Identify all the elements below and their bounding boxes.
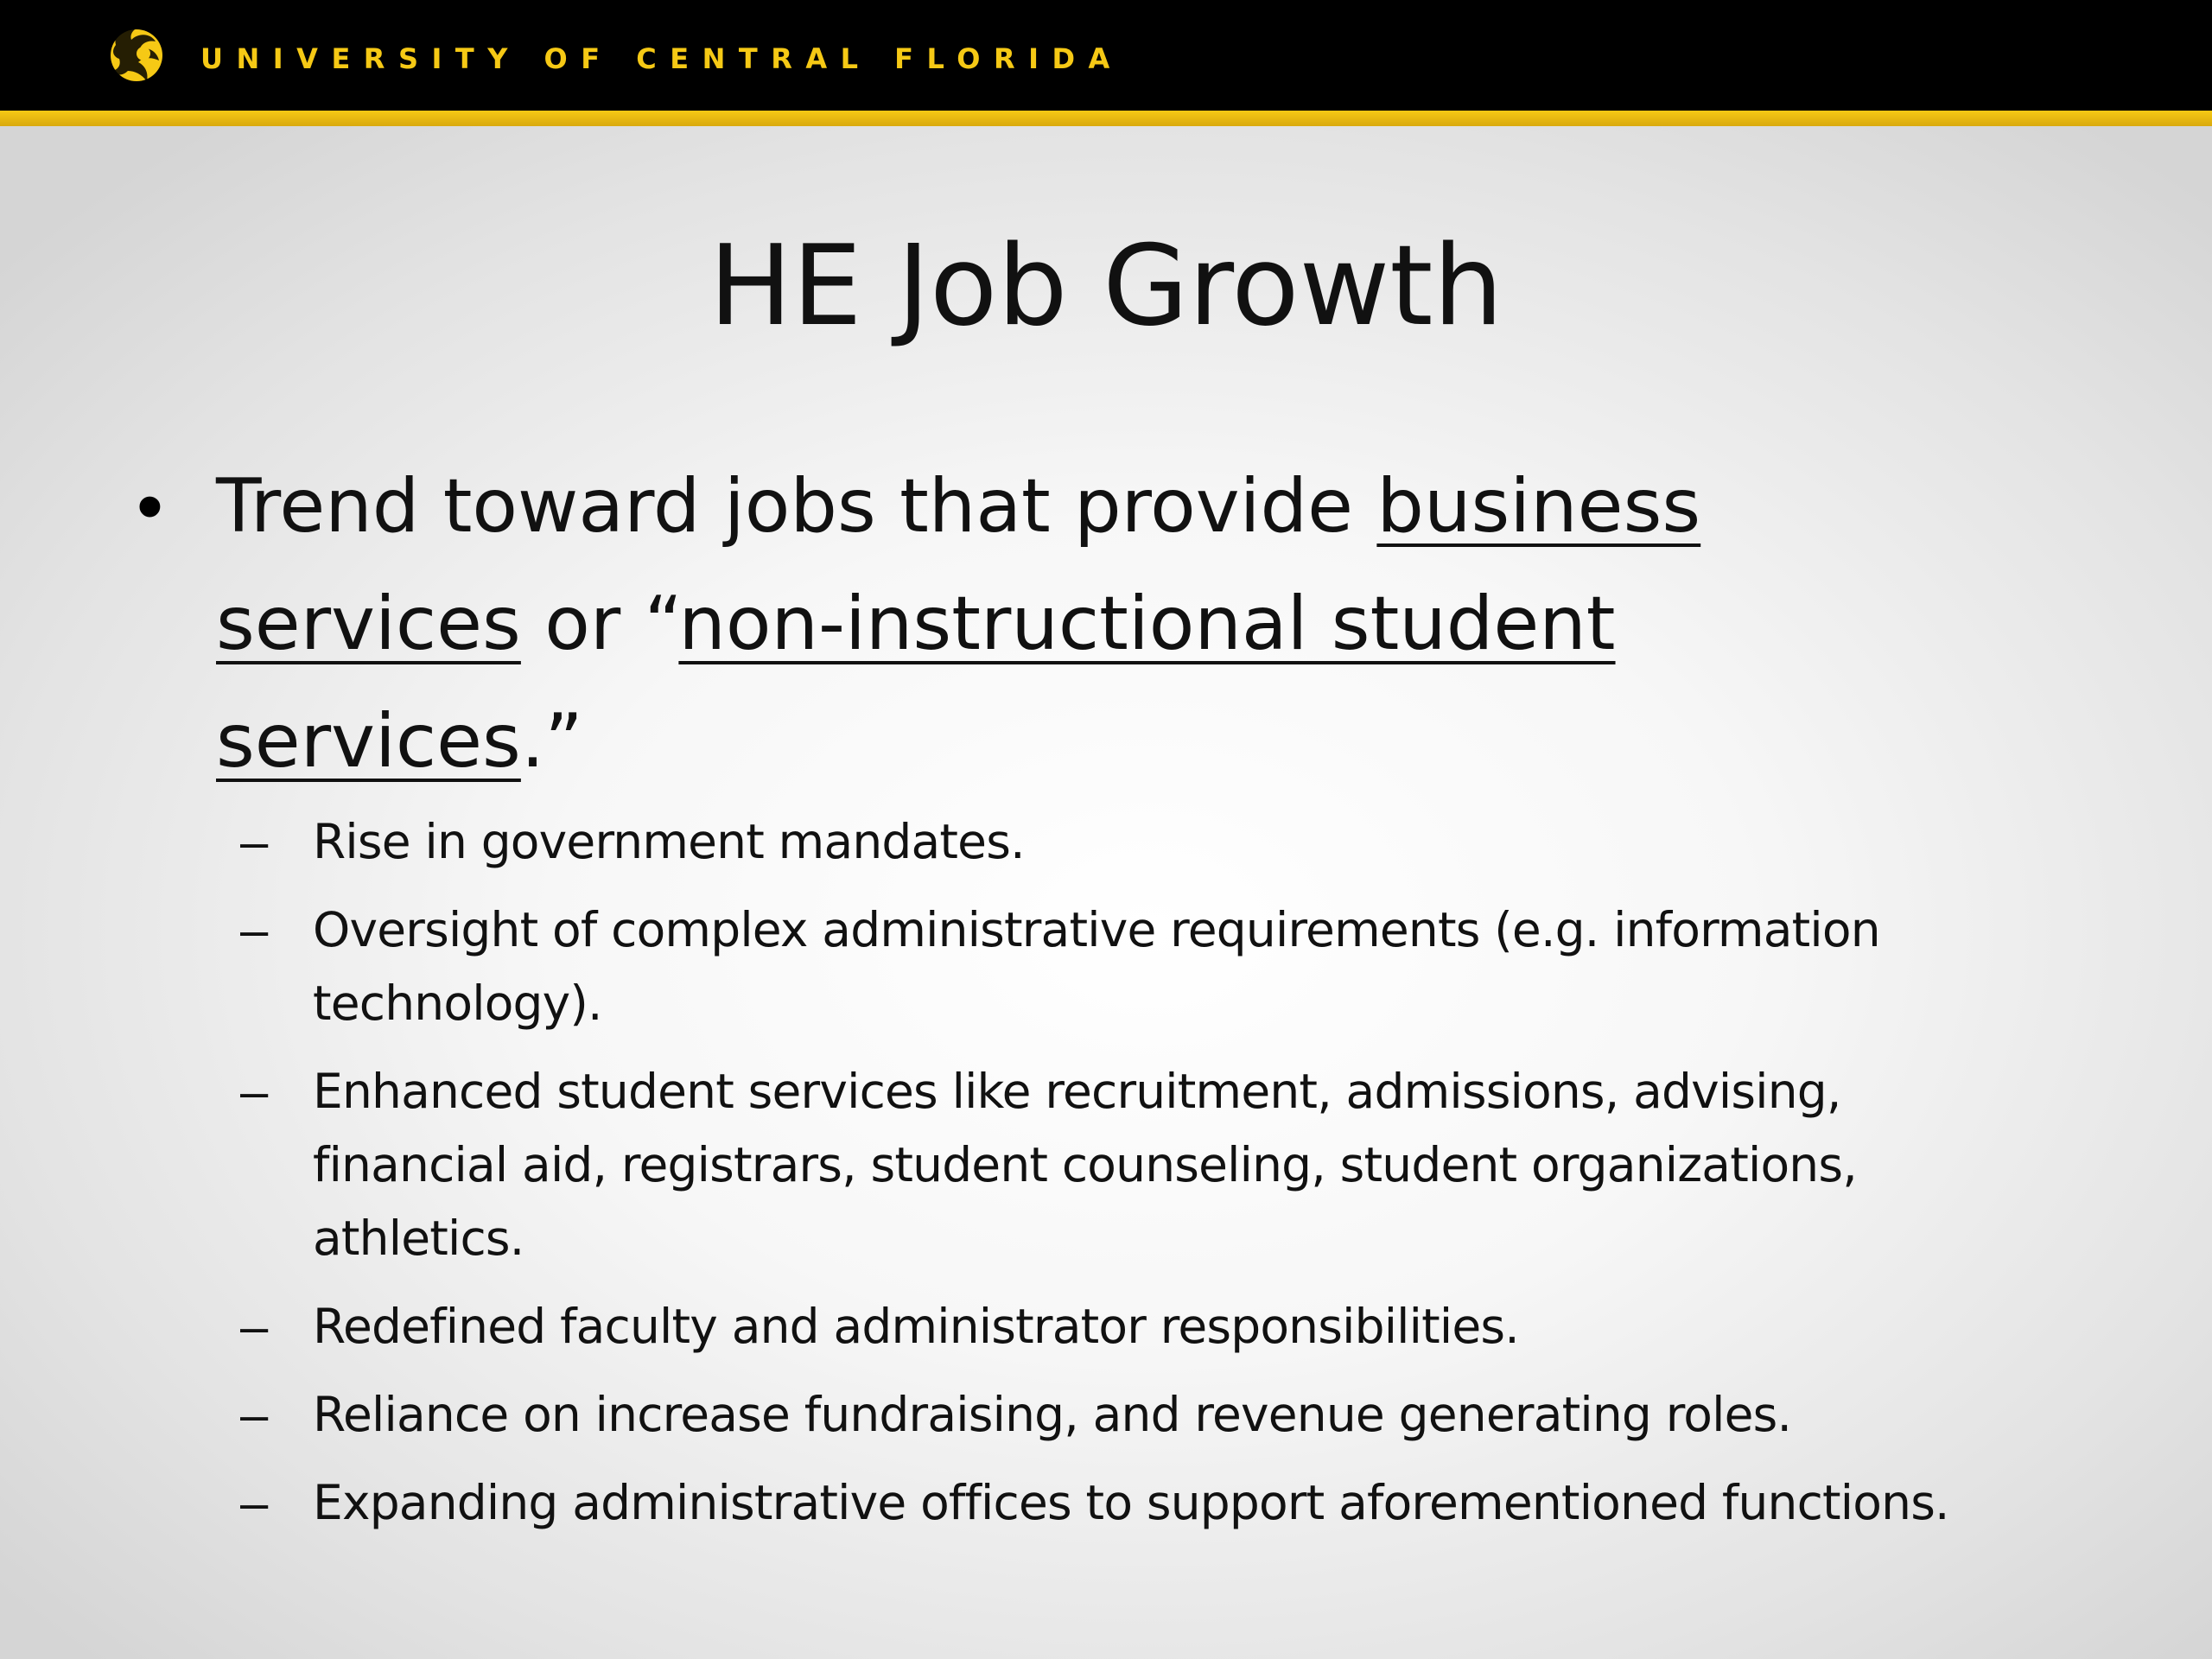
underlined-term-business: business bbox=[1376, 463, 1701, 550]
header-gold-rule bbox=[0, 111, 2212, 126]
main-bullet-text-part: or “ bbox=[520, 581, 679, 667]
sub-bullet-line: financial aid, registrars, student counseling, student organizations, bbox=[313, 1137, 1857, 1192]
main-bullet-text bbox=[216, 448, 2117, 800]
sub-bullet-item bbox=[240, 1378, 2176, 1452]
sub-bullet-item bbox=[240, 1466, 2176, 1540]
dash-marker: – bbox=[240, 1475, 269, 1531]
bullet-marker: • bbox=[137, 463, 163, 549]
sub-bullet-line: Oversight of complex administrative requirements (e.g. information bbox=[313, 902, 1880, 957]
dash-marker: – bbox=[240, 1299, 269, 1355]
sub-bullet-text bbox=[313, 893, 2176, 1040]
sub-bullet-text bbox=[313, 1055, 2176, 1275]
main-bullet-text-part: Trend toward jobs that provide bbox=[216, 463, 1377, 550]
dash-marker: – bbox=[240, 1387, 269, 1443]
sub-bullet-text bbox=[313, 805, 2176, 879]
sub-bullet-text bbox=[313, 1290, 2176, 1363]
header-wordmark: UNIVERSITY OF CENTRAL FLORIDA bbox=[200, 42, 1123, 75]
sub-bullet-line: Rise in government mandates. bbox=[313, 814, 1025, 869]
dash-marker: – bbox=[240, 902, 269, 958]
sub-bullet-item bbox=[240, 1055, 2176, 1275]
sub-bullet-item bbox=[240, 805, 2176, 879]
dash-marker: – bbox=[240, 1064, 269, 1120]
main-bullet-text-part: .” bbox=[520, 698, 583, 785]
sub-bullet-line: athletics. bbox=[313, 1211, 524, 1266]
underlined-term-services: services bbox=[216, 581, 521, 667]
dash-marker: – bbox=[240, 814, 269, 870]
underlined-term-non-instructional: non-instructional student bbox=[678, 581, 1616, 667]
underlined-term-services-2: services bbox=[216, 698, 521, 785]
sub-bullet-text bbox=[313, 1378, 2176, 1452]
slide-title: HE Job Growth bbox=[709, 222, 1503, 351]
sub-bullet-line: Redefined faculty and administrator responsibilities. bbox=[313, 1299, 1519, 1354]
pegasus-logo-icon bbox=[104, 19, 169, 88]
sub-bullet-item bbox=[240, 893, 2176, 1040]
main-bullet-line-2 bbox=[216, 565, 2117, 683]
sub-bullet-line: technology). bbox=[313, 976, 602, 1031]
main-bullet-line-1 bbox=[216, 448, 2117, 565]
sub-bullet-line: Enhanced student services like recruitment, admissions, advising, bbox=[313, 1064, 1841, 1119]
main-bullet-line-3 bbox=[216, 683, 2117, 800]
sub-bullet-list bbox=[240, 805, 2176, 1554]
sub-bullet-line: Reliance on increase fundraising, and revenue generating roles. bbox=[313, 1387, 1792, 1442]
sub-bullet-text bbox=[313, 1466, 2176, 1540]
sub-bullet-item bbox=[240, 1290, 2176, 1363]
sub-bullet-line: Expanding administrative offices to support aforementioned functions. bbox=[313, 1475, 1949, 1530]
header-bar bbox=[0, 0, 2212, 111]
